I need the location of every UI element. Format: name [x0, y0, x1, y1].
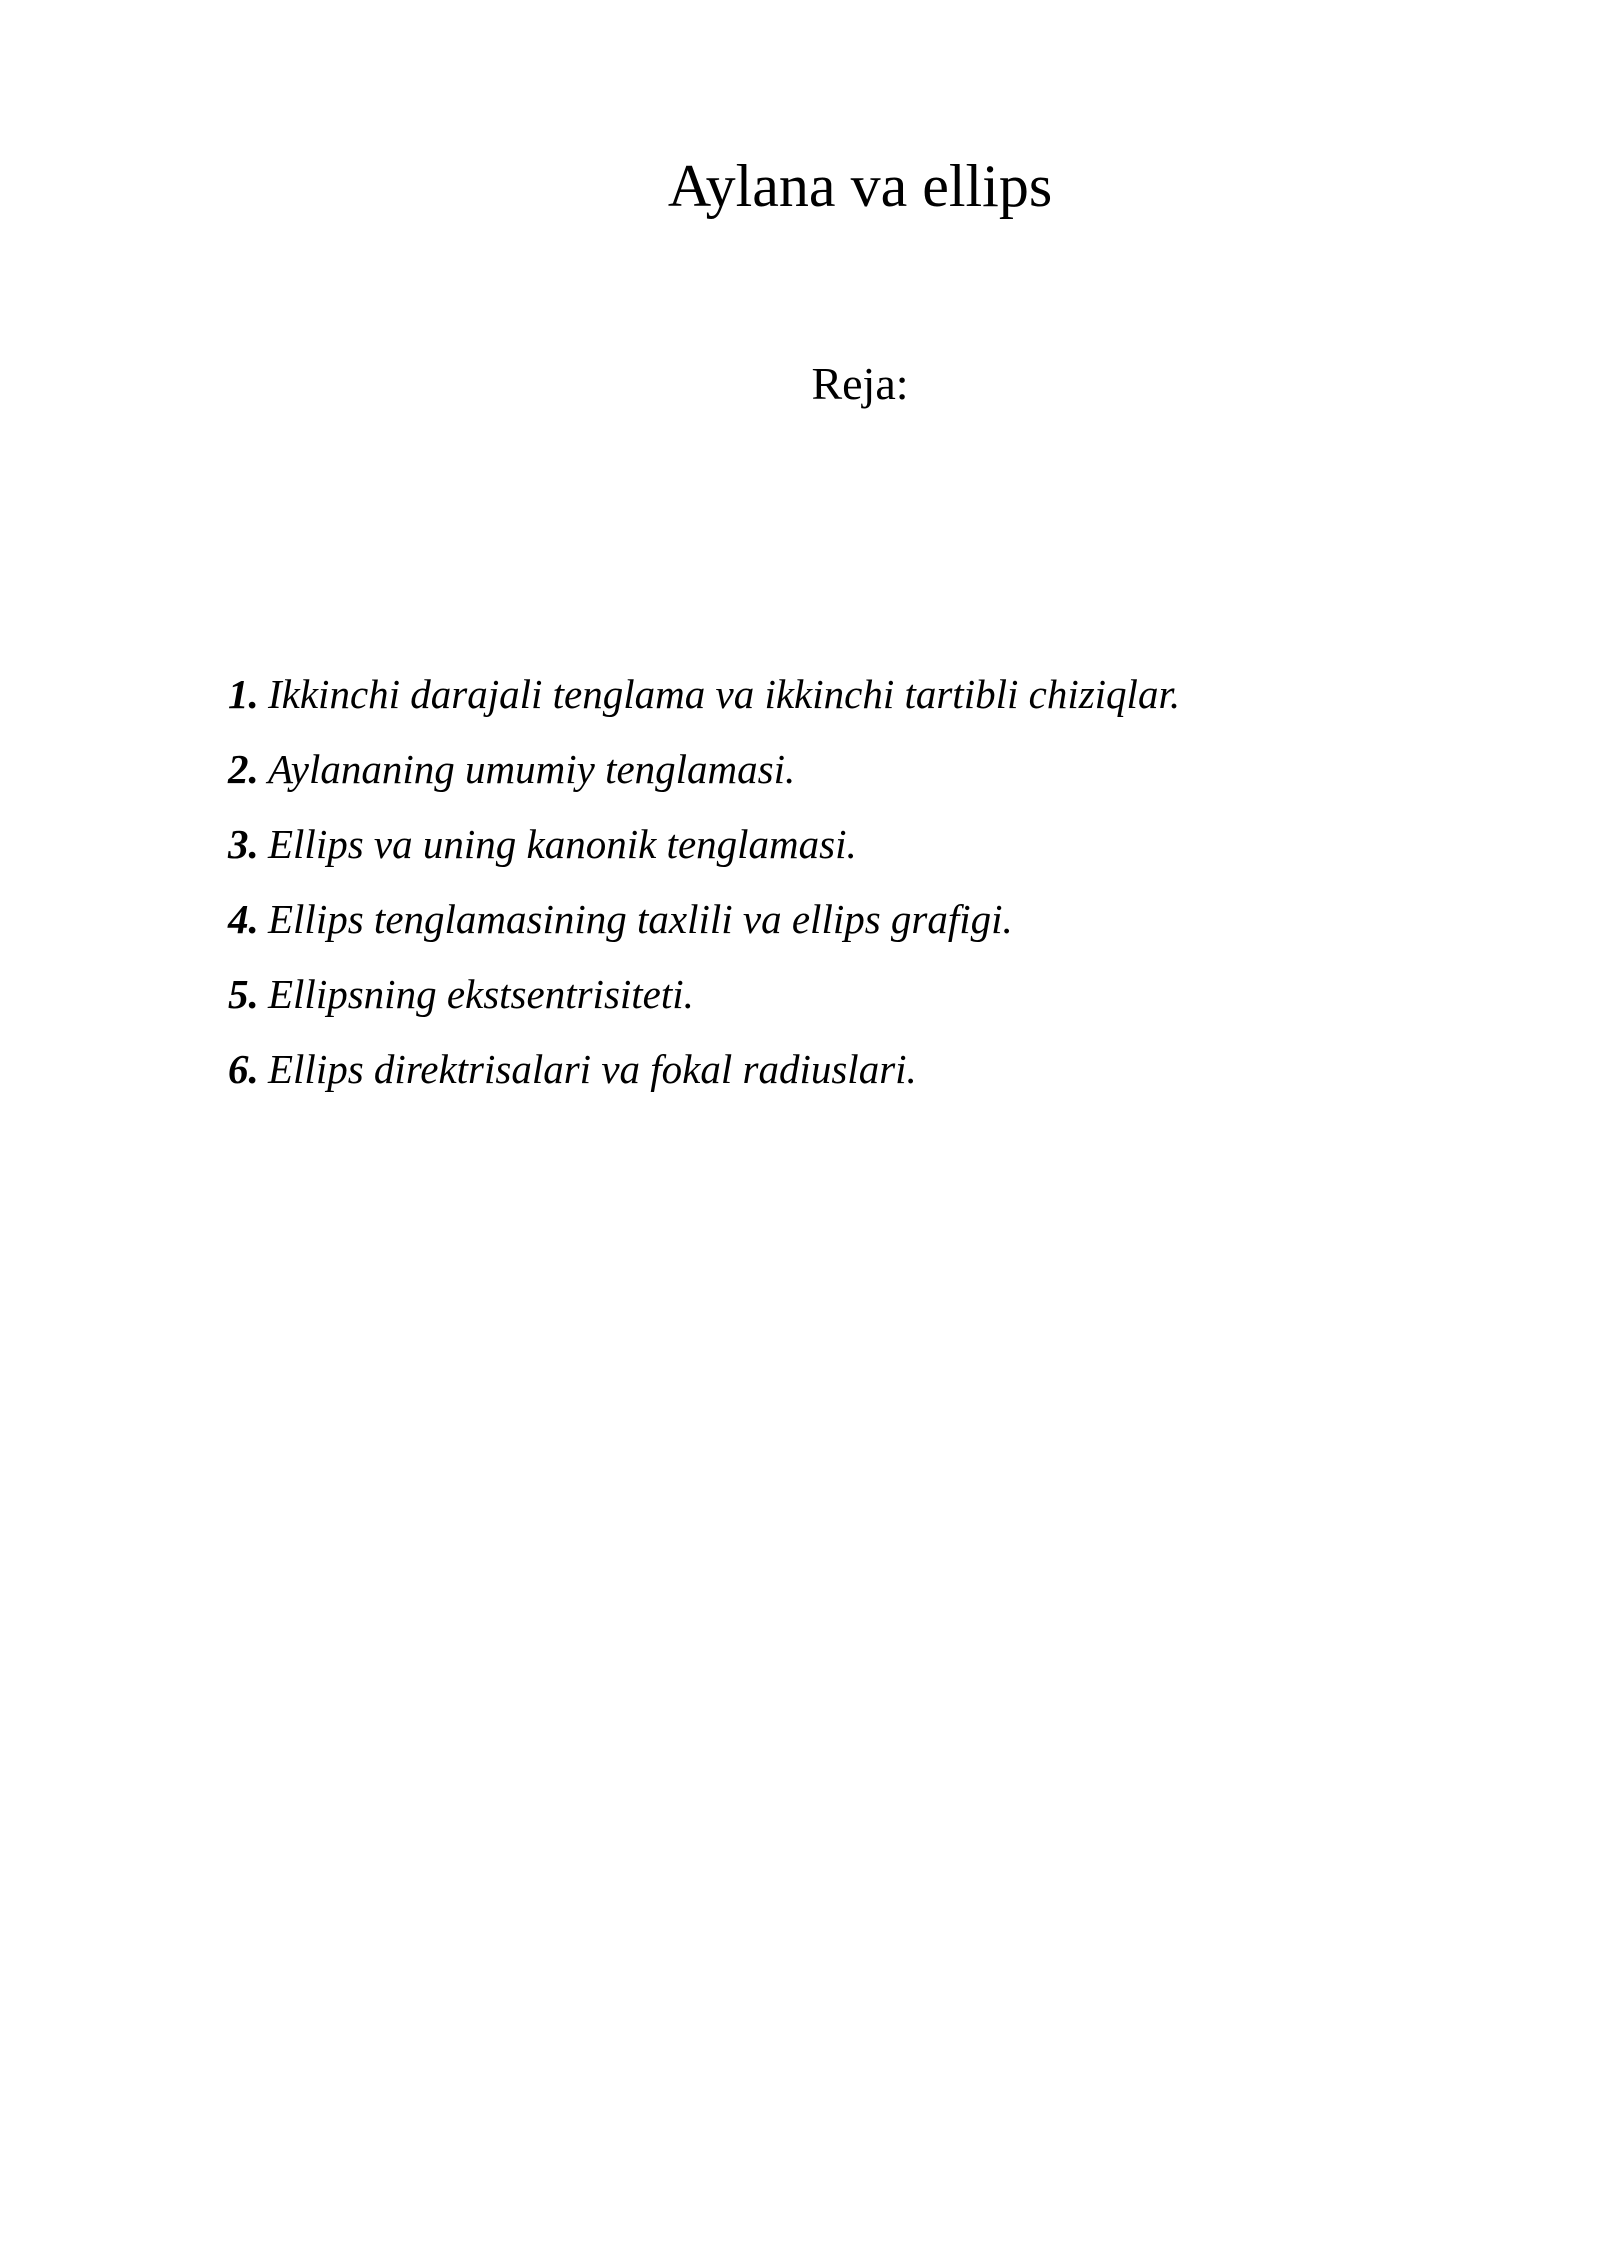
plan-item-3 [228, 812, 1180, 887]
plan-item-text: Ellips direktrisalari va fokal radiuslari. [268, 1046, 917, 1092]
plan-item-number: 5. [228, 971, 259, 1017]
document-title: Aylana va ellips [667, 153, 1053, 219]
plan-item-5 [228, 962, 1180, 1037]
plan-item-text: Ikkinchi darajali tenglama va ikkinchi tartibli chiziqlar. [268, 671, 1181, 717]
plan-item-1 [228, 662, 1180, 737]
plan-item-text: Ellips tenglamasining taxlili va ellips grafigi. [268, 896, 1013, 942]
plan-item-text: Ellipsning ekstsentrisiteti. [268, 971, 694, 1017]
plan-heading: Reja: [811, 358, 909, 409]
plan-item-number: 4. [228, 896, 259, 942]
plan-item-number: 1. [228, 671, 259, 717]
plan-item-number: 2. [228, 746, 259, 792]
plan-item-number: 6. [228, 1046, 259, 1092]
plan-item-text: Ellips va uning kanonik tenglamasi. [268, 821, 857, 867]
plan-item-2 [228, 737, 1180, 812]
plan-item-text: Aylananing umumiy tenglamasi. [268, 746, 796, 792]
plan-item-4 [228, 887, 1180, 962]
plan-item-number: 3. [228, 821, 259, 867]
plan-item-6 [228, 1037, 1180, 1112]
plan-list [228, 662, 1180, 1112]
